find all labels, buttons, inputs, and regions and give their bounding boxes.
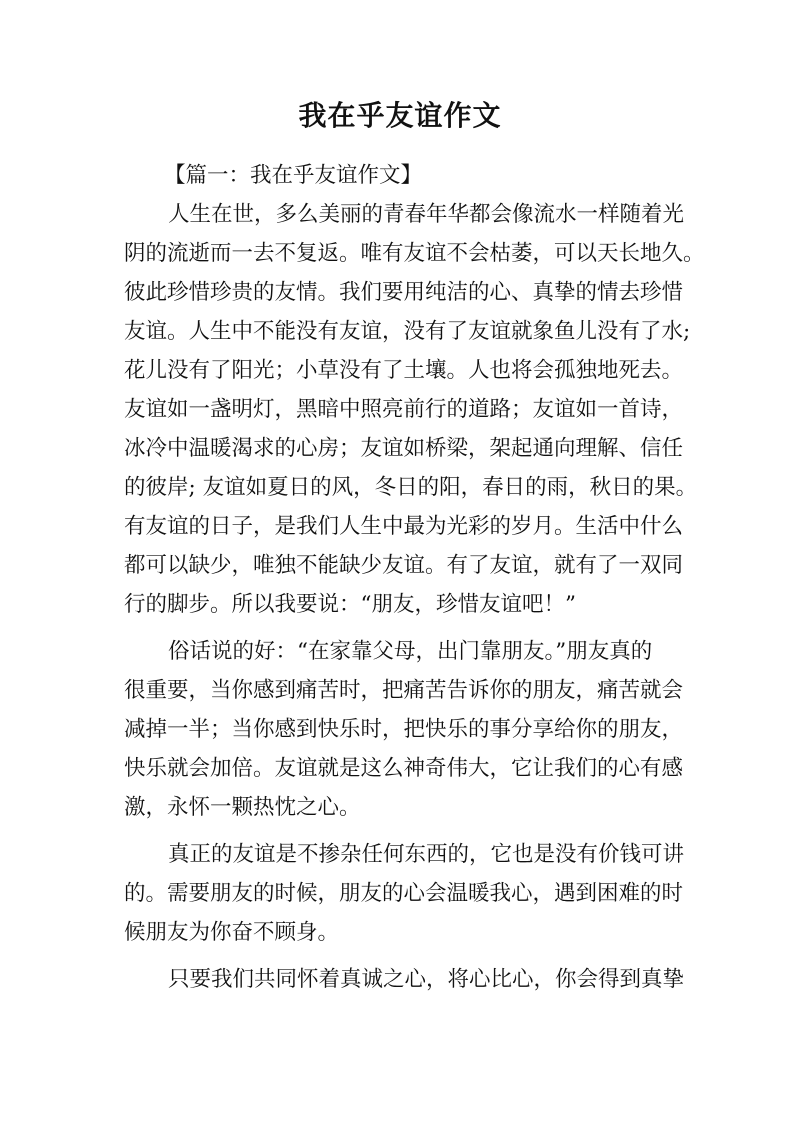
paragraph-2 <box>124 632 684 827</box>
section-heading: 【篇一：我在乎友谊作文】 <box>164 163 423 188</box>
paragraph-line: 冰冷中温暖渴求的心房；友谊如桥梁，架起通向理解、信任 <box>124 436 684 461</box>
paragraph-line: 都可以缺少，唯独不能缺少友谊。有了友谊，就有了一双同 <box>124 553 684 578</box>
paragraph-3 <box>124 835 685 952</box>
paragraph-line: 行的脚步。所以我要说：“朋友，珍惜友谊吧！” <box>124 592 576 617</box>
paragraph-line: 的彼岸; 友谊如夏日的风，冬日的阳，春日的雨，秋日的果。 <box>124 475 698 500</box>
paragraph-line: 候朋友为你奋不顾身。 <box>124 920 340 945</box>
paragraph-line: 俗话说的好：“在家靠父母，出门靠朋友。”朋友真的 <box>168 639 653 664</box>
document-title: 我在乎友谊作文 <box>298 99 502 132</box>
paragraph-4 <box>124 960 685 999</box>
paragraph-line: 彼此珍惜珍贵的友情。我们要用纯洁的心、真挚的情去珍惜 <box>124 280 684 305</box>
paragraph-line: 快乐就会加倍。友谊就是这么神奇伟大，它让我们的心有感 <box>124 756 684 781</box>
paragraph-line: 很重要，当你感到痛苦时，把痛苦告诉你的朋友，痛苦就会 <box>124 678 684 703</box>
paragraph-line: 友谊如一盏明灯，黑暗中照亮前行的道路；友谊如一首诗， <box>124 397 684 422</box>
paragraph-line: 阴的流逝而一去不复返。唯有友谊不会枯萎，可以天长地久。 <box>124 241 705 266</box>
paragraph-line: 减掉一半；当你感到快乐时，把快乐的事分享给你的朋友， <box>124 717 684 742</box>
paragraph-line: 激，永怀一颗热忱之心。 <box>124 795 361 820</box>
paragraph-line: 有友谊的日子，是我们人生中最为光彩的岁月。生活中什么 <box>124 514 684 539</box>
paragraph-line: 人生在世，多么美丽的青春年华都会像流水一样随着光 <box>168 202 685 227</box>
paragraph-line: 花儿没有了阳光；小草没有了土壤。人也将会孤独地死去。 <box>124 358 684 383</box>
paragraph-line: 真正的友谊是不掺杂任何东西的，它也是没有价钱可讲 <box>168 842 685 867</box>
paragraph-1 <box>124 195 705 624</box>
paragraph-line: 的。需要朋友的时候，朋友的心会温暖我心，遇到困难的时 <box>124 881 684 906</box>
paragraph-line: 友谊。人生中不能没有友谊，没有了友谊就象鱼儿没有了水; <box>124 319 691 344</box>
document-body <box>124 156 705 999</box>
paragraph-line: 只要我们共同怀着真诚之心，将心比心，你会得到真挚 <box>168 967 685 992</box>
